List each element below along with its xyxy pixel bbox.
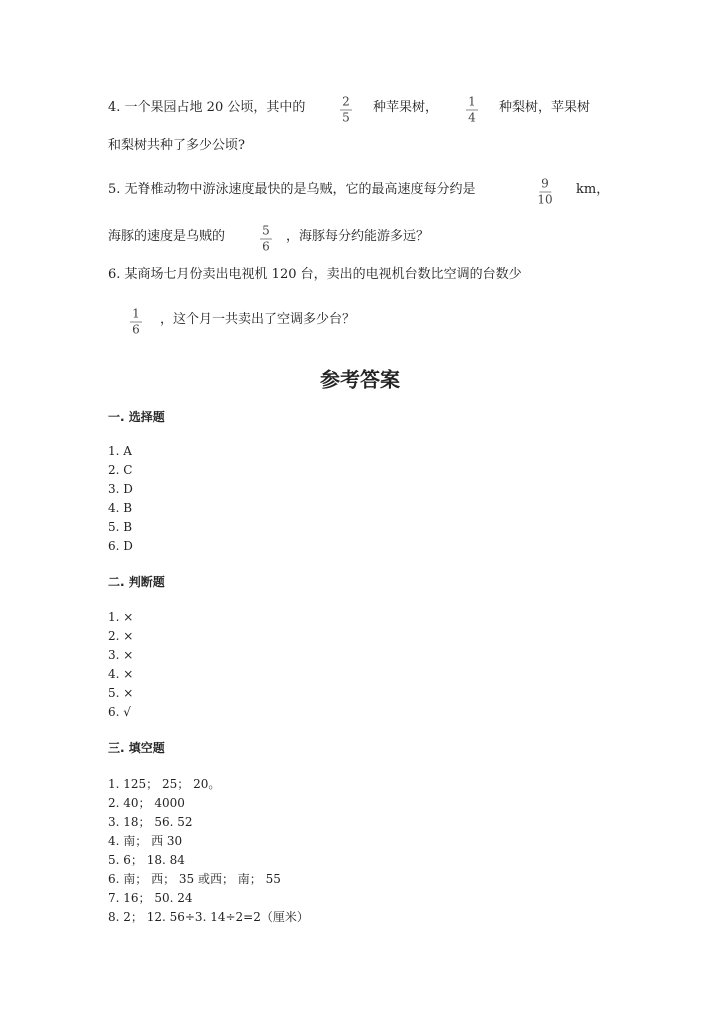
q4-text-3: 种梨树，苹果树 bbox=[499, 100, 591, 115]
list-item: 5. B bbox=[108, 520, 133, 534]
list-item: 8. 2； 12. 56÷3. 14÷2=2（厘米） bbox=[108, 910, 309, 924]
list-item: 1. × bbox=[108, 610, 134, 624]
denominator: 4 bbox=[468, 110, 476, 125]
q6-text-1: 6. 某商场七月份卖出电视机 120 台，卖出的电视机台数比空调的台数少 bbox=[108, 267, 522, 282]
q4-text-2: 种苹果树， bbox=[373, 100, 439, 115]
list-item: 5. 6； 18. 84 bbox=[108, 853, 185, 867]
list-item: 2. C bbox=[108, 463, 133, 477]
list-item: 4. 南； 西 30 bbox=[108, 834, 183, 848]
answer-list bbox=[108, 775, 309, 927]
answer-list bbox=[108, 608, 133, 722]
fraction bbox=[466, 96, 478, 125]
numerator: 1 bbox=[468, 94, 476, 109]
numerator: 1 bbox=[132, 306, 140, 321]
numerator: 5 bbox=[262, 223, 270, 238]
q5-text-3: 海豚的速度是乌贼的 bbox=[108, 229, 226, 244]
list-item: 1. 125； 25； 20。 bbox=[108, 777, 221, 791]
list-item: 3. × bbox=[108, 648, 134, 662]
fraction bbox=[130, 308, 142, 337]
section-heading: 一. 选择题 bbox=[108, 410, 165, 424]
answer-list bbox=[108, 442, 133, 556]
q6-text-2: ，这个月一共卖出了空调多少台？ bbox=[160, 312, 356, 327]
denominator: 6 bbox=[262, 239, 270, 254]
answers-title: 参考答案 bbox=[320, 367, 400, 392]
fraction bbox=[340, 96, 352, 125]
list-item: 6. √ bbox=[108, 705, 131, 719]
list-item: 3. 18； 56. 52 bbox=[108, 815, 193, 829]
denominator: 10 bbox=[537, 192, 553, 207]
list-item: 5. × bbox=[108, 686, 134, 700]
fraction bbox=[537, 178, 552, 207]
numerator: 2 bbox=[342, 94, 350, 109]
list-item: 6. D bbox=[108, 539, 133, 553]
list-item: 2. × bbox=[108, 629, 134, 643]
section-heading: 二. 判断题 bbox=[108, 575, 165, 589]
q5-text-4: ，海豚每分约能游多远？ bbox=[286, 229, 430, 244]
list-item: 4. × bbox=[108, 667, 134, 681]
q4-text-4: 和梨树共种了多少公顷? bbox=[108, 138, 245, 153]
list-item: 3. D bbox=[108, 482, 133, 496]
q5-text-2: km， bbox=[576, 182, 610, 197]
denominator: 5 bbox=[342, 110, 350, 125]
numerator: 9 bbox=[541, 176, 549, 191]
q5-text-1: 5. 无脊椎动物中游泳速度最快的是乌贼，它的最高速度每分约是 bbox=[108, 182, 476, 197]
q4-text-1: 4. 一个果园占地 20 公顷，其中的 bbox=[108, 100, 306, 115]
list-item: 7. 16； 50. 24 bbox=[108, 891, 193, 905]
list-item: 2. 40； 4000 bbox=[108, 796, 185, 810]
list-item: 1. A bbox=[108, 444, 132, 458]
denominator: 6 bbox=[132, 322, 140, 337]
section-heading: 三. 填空题 bbox=[108, 741, 165, 755]
list-item: 6. 南； 西； 35 或西； 南； 55 bbox=[108, 872, 281, 886]
list-item: 4. B bbox=[108, 501, 133, 515]
fraction bbox=[260, 225, 272, 254]
